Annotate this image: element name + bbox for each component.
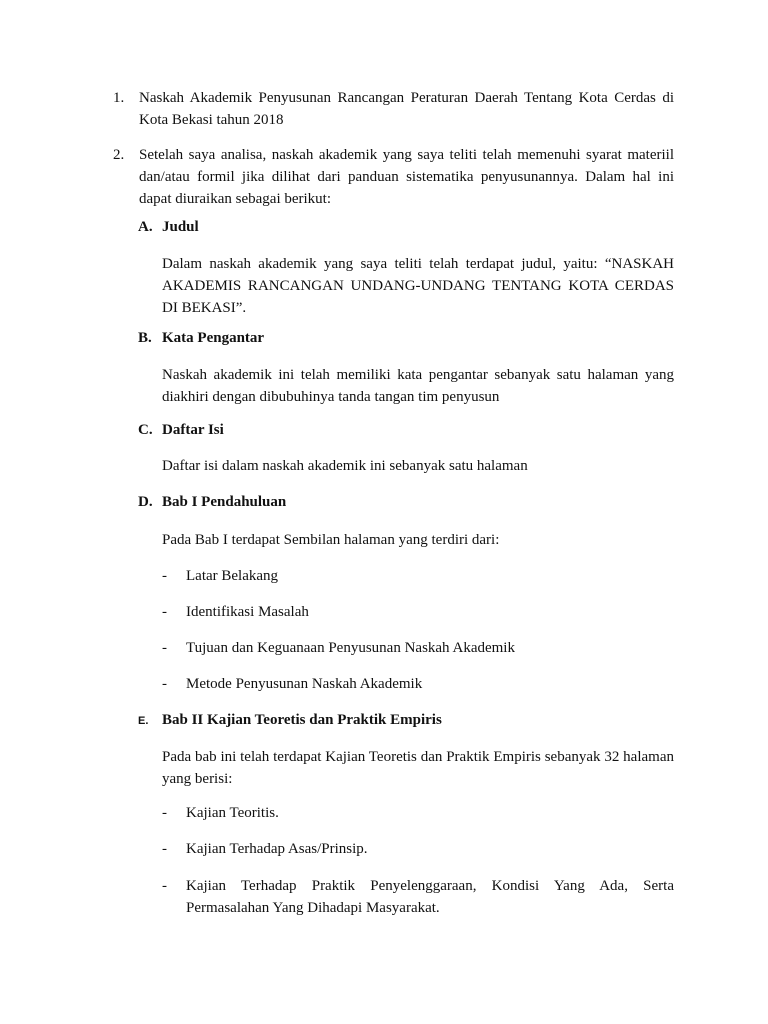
bullet-text: Kajian Teoritis.	[186, 805, 279, 821]
bullet-dash: -	[162, 640, 167, 656]
bullet-text: Kajian Terhadap Praktik Penyelenggaraan, Kondisi Yang Ada, Serta Permasalahan Yang Dihadapi Masyarakat.	[186, 878, 674, 916]
list-item	[162, 838, 674, 860]
list-item	[162, 875, 674, 919]
bullet-text: Identifikasi Masalah	[186, 604, 309, 620]
section-paragraph-a: Dalam naskah akademik yang saya teliti telah terdapat judul, yaitu: “NASKAH AKADEMIS RANCANGAN UNDANG-UNDANG TENTANG KOTA CERDAS DI BEKASI”.	[162, 256, 674, 316]
section-heading-e	[138, 709, 674, 732]
item-text: Setelah saya analisa, naskah akademik yang saya teliti telah memenuhi syarat materiil dan/atau formil jika dilihat dari panduan sistematika penyusunannya. Dalam hal ini dapat diuraikan sebagai berikut:	[139, 147, 674, 207]
numbered-item-2	[113, 144, 674, 210]
section-paragraph-e: Pada bab ini telah terdapat Kajian Teoretis dan Praktik Empiris sebanyak 32 halaman yang berisi:	[162, 749, 674, 787]
numbered-item-1	[113, 87, 674, 131]
bullet-text: Latar Belakang	[186, 568, 279, 584]
item-number: 1.	[113, 90, 125, 106]
list-item	[162, 565, 674, 587]
section-letter: A.	[138, 219, 153, 235]
list-item	[162, 802, 674, 824]
list-item	[162, 673, 674, 695]
section-paragraph-b: Naskah akademik ini telah memiliki kata pengantar sebanyak satu halaman yang diakhiri dengan dibubuhinya tanda tangan tim penyusun	[162, 367, 674, 405]
section-title: Daftar Isi	[162, 422, 224, 438]
section-letter: B.	[138, 330, 152, 346]
bullet-text: Tujuan dan Keguanaan Penyusunan Naskah Akademik	[186, 640, 515, 656]
section-letter: C.	[138, 422, 153, 438]
section-letter: E.	[138, 715, 149, 727]
bullet-dash: -	[162, 878, 167, 894]
item-text: Naskah Akademik Penyusunan Rancangan Peraturan Daerah Tentang Kota Cerdas di Kota Bekasi tahun 2018	[139, 90, 674, 128]
section-heading-d	[138, 491, 674, 513]
bullet-dash: -	[162, 604, 167, 620]
bullet-text: Metode Penyusunan Naskah Akademik	[186, 676, 423, 692]
list-item	[162, 601, 674, 623]
bullet-dash: -	[162, 841, 167, 857]
section-title: Bab I Pendahuluan	[162, 494, 287, 510]
bullet-dash: -	[162, 805, 167, 821]
section-heading-c	[138, 419, 674, 441]
bullet-text: Kajian Terhadap Asas/Prinsip.	[186, 841, 368, 857]
section-paragraph-d: Pada Bab I terdapat Sembilan halaman yang terdiri dari:	[162, 532, 500, 548]
bullet-dash: -	[162, 568, 167, 584]
section-paragraph-c: Daftar isi dalam naskah akademik ini sebanyak satu halaman	[162, 458, 528, 474]
section-title: Kata Pengantar	[162, 330, 265, 346]
section-heading-b	[138, 327, 674, 349]
section-title: Bab II Kajian Teoretis dan Praktik Empiris	[162, 712, 442, 728]
section-heading-a	[138, 216, 674, 238]
item-number: 2.	[113, 147, 125, 163]
list-item	[162, 637, 674, 659]
section-title: Judul	[162, 219, 199, 235]
section-letter: D.	[138, 494, 153, 510]
bullet-dash: -	[162, 676, 167, 692]
